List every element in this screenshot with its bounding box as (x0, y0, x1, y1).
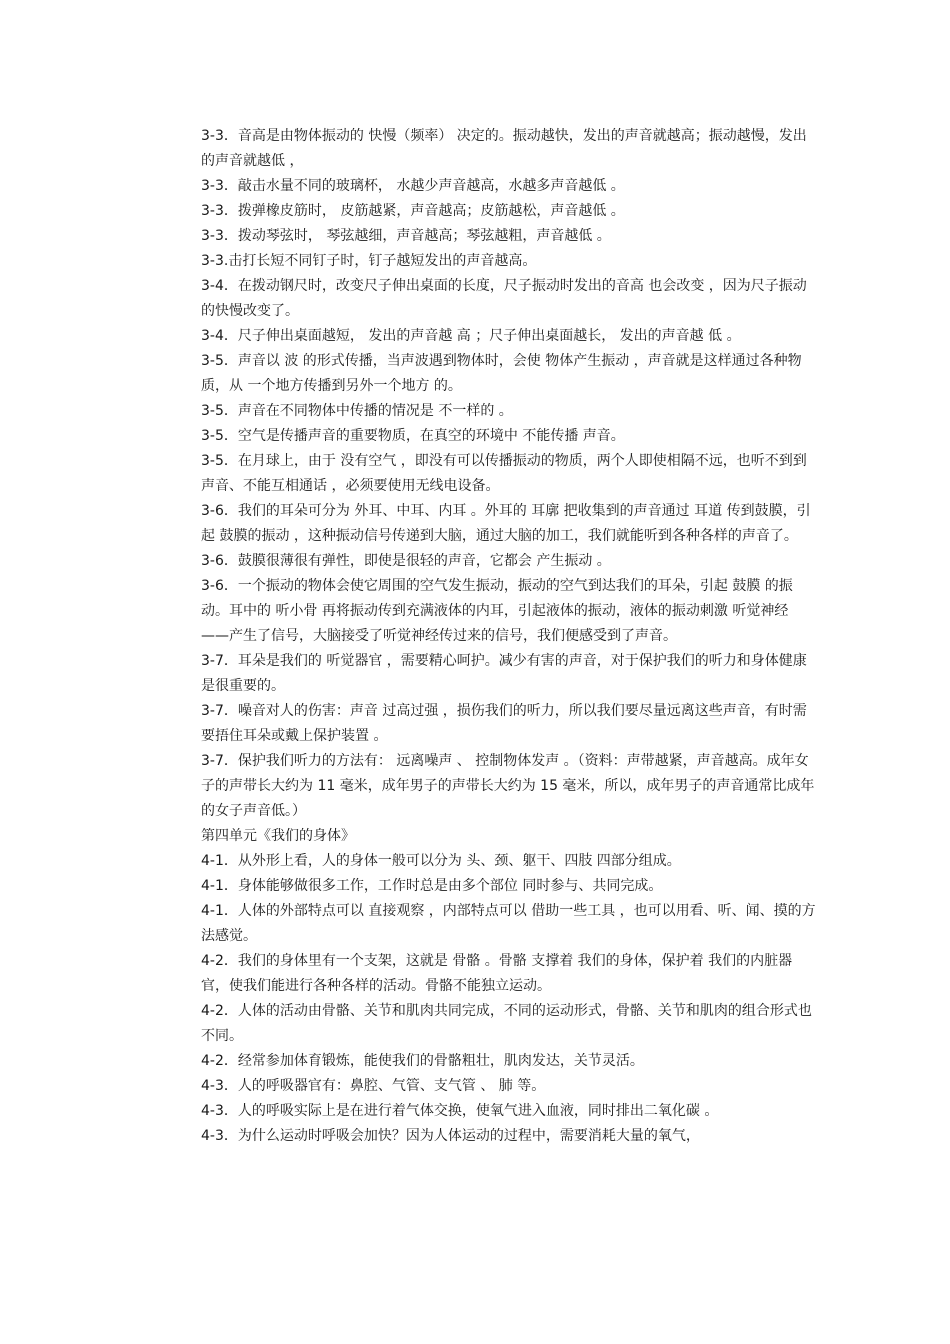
paragraph: 3-5．在月球上，由于 没有空气 ，即没有可以传播振动的物质，两个人即使相隔不远，也听不到到声音、不能互相通话 ，必须要使用无线电设备。 (201, 453, 807, 494)
paragraph: 3-3．敲击水量不同的玻璃杯， 水越少声音越高，水越多声音越低 。 (201, 178, 625, 194)
paragraph: 4-1．从外形上看，人的身体一般可以分为 头、颈、躯干、四肢 四部分组成。 (201, 853, 681, 869)
paragraph: 3-5．声音以 波 的形式传播，当声波遇到物体时，会使 物体产生振动 ，声音就是这样通过各种物质，从 一个地方传播到另外一个地方 的。 (201, 353, 802, 394)
paragraph: 4-3．人的呼吸器官有：鼻腔、气管、支气管 、 肺 等。 (201, 1078, 546, 1094)
paragraph: 3-5．声音在不同物体中传播的情况是 不一样的 。 (201, 403, 513, 419)
paragraph: 3-3．拨动琴弦时， 琴弦越细，声音越高；琴弦越粗，声音越低 。 (201, 228, 611, 244)
paragraph: 3-6．我们的耳朵可分为 外耳、中耳、内耳 。外耳的 耳廓 把收集到的声音通过 耳道 传到鼓膜，引起 鼓膜的振动 ，这种振动信号传递到大脑，通过大脑的加工，我们就能听到各种各样的声音了。 (201, 503, 811, 544)
paragraph: 3-7．耳朵是我们的 听觉器官 ，需要精心呵护。减少有害的声音，对于保护我们的听力和身体健康是很重要的。 (201, 653, 807, 694)
paragraph: 3-3.击打长短不同钉子时，钉子越短发出的声音越高。 (201, 253, 537, 269)
paragraph: 3-3．拨弹橡皮筋时， 皮筋越紧，声音越高；皮筋越松，声音越低 。 (201, 203, 625, 219)
paragraph: 3-7．噪音对人的伤害：声音 过高过强 ，损伤我们的听力，所以我们要尽量远离这些声音，有时需要捂住耳朵或戴上保护装置 。 (201, 703, 807, 744)
paragraph: 3-6．鼓膜很薄很有弹性，即使是很轻的声音，它都会 产生振动 。 (201, 553, 611, 569)
paragraph: 3-7．保护我们听力的方法有： 远离噪声 、 控制物体发声 。（资料：声带越紧，声音越高。成年女子的声带长大约为 11 毫米，成年男子的声带长大约为 15 毫米，所以，成年男子的声音通常比成年的女子声音低。） (201, 753, 815, 819)
paragraph: 4-3．人的呼吸实际上是在进行着气体交换，使氧气进入血液，同时排出二氧化碳 。 (201, 1103, 719, 1119)
paragraph: 3-4．尺子伸出桌面越短， 发出的声音越 高 ；尺子伸出桌面越长， 发出的声音越 低 。 (201, 328, 741, 344)
paragraph: 4-1．身体能够做很多工作，工作时总是由多个部位 同时参与、共同完成。 (201, 878, 663, 894)
document-body (201, 124, 816, 1149)
paragraph: 3-3．音高是由物体振动的 快慢（频率） 决定的。振动越快，发出的声音就越高；振动越慢，发出的声音就越低 ， (201, 128, 807, 169)
paragraph: 4-2．我们的身体里有一个支架，这就是 骨骼 。骨骼 支撑着 我们的身体，保护着 我们的内脏器官，使我们能进行各种各样的活动。骨骼不能独立运动。 (201, 953, 793, 994)
paragraph: 4-2．人体的活动由骨骼、关节和肌肉共同完成，不同的运动形式，骨骼、关节和肌肉的组合形式也不同。 (201, 1003, 812, 1044)
paragraph: 4-2．经常参加体育锻炼，能使我们的骨骼粗壮，肌肉发达，关节灵活。 (201, 1053, 644, 1069)
section-heading: 第四单元《我们的身体》 (201, 828, 355, 844)
paragraph: 4-1．人体的外部特点可以 直接观察 ，内部特点可以 借助一些工具 ，也可以用看、听、闻、摸的方法感觉。 (201, 903, 816, 944)
paragraph: 3-4．在拨动钢尺时，改变尺子伸出桌面的长度，尺子振动时发出的音高 也会改变 ，因为尺子振动的快慢改变了。 (201, 278, 807, 319)
paragraph: 4-3．为什么运动时呼吸会加快？因为人体运动的过程中，需要消耗大量的氧气， (201, 1128, 700, 1144)
paragraph: 3-5．空气是传播声音的重要物质，在真空的环境中 不能传播 声音。 (201, 428, 625, 444)
paragraph: 3-6．一个振动的物体会使它周围的空气发生振动，振动的空气到达我们的耳朵，引起 鼓膜 的振动。耳中的 听小骨 再将振动传到充满液体的内耳，引起液体的振动，液体的振动刺激 听觉神经 ——产生了信号，大脑接受了听觉神经传过来的信号，我们便感受到了声音。 (201, 578, 793, 644)
